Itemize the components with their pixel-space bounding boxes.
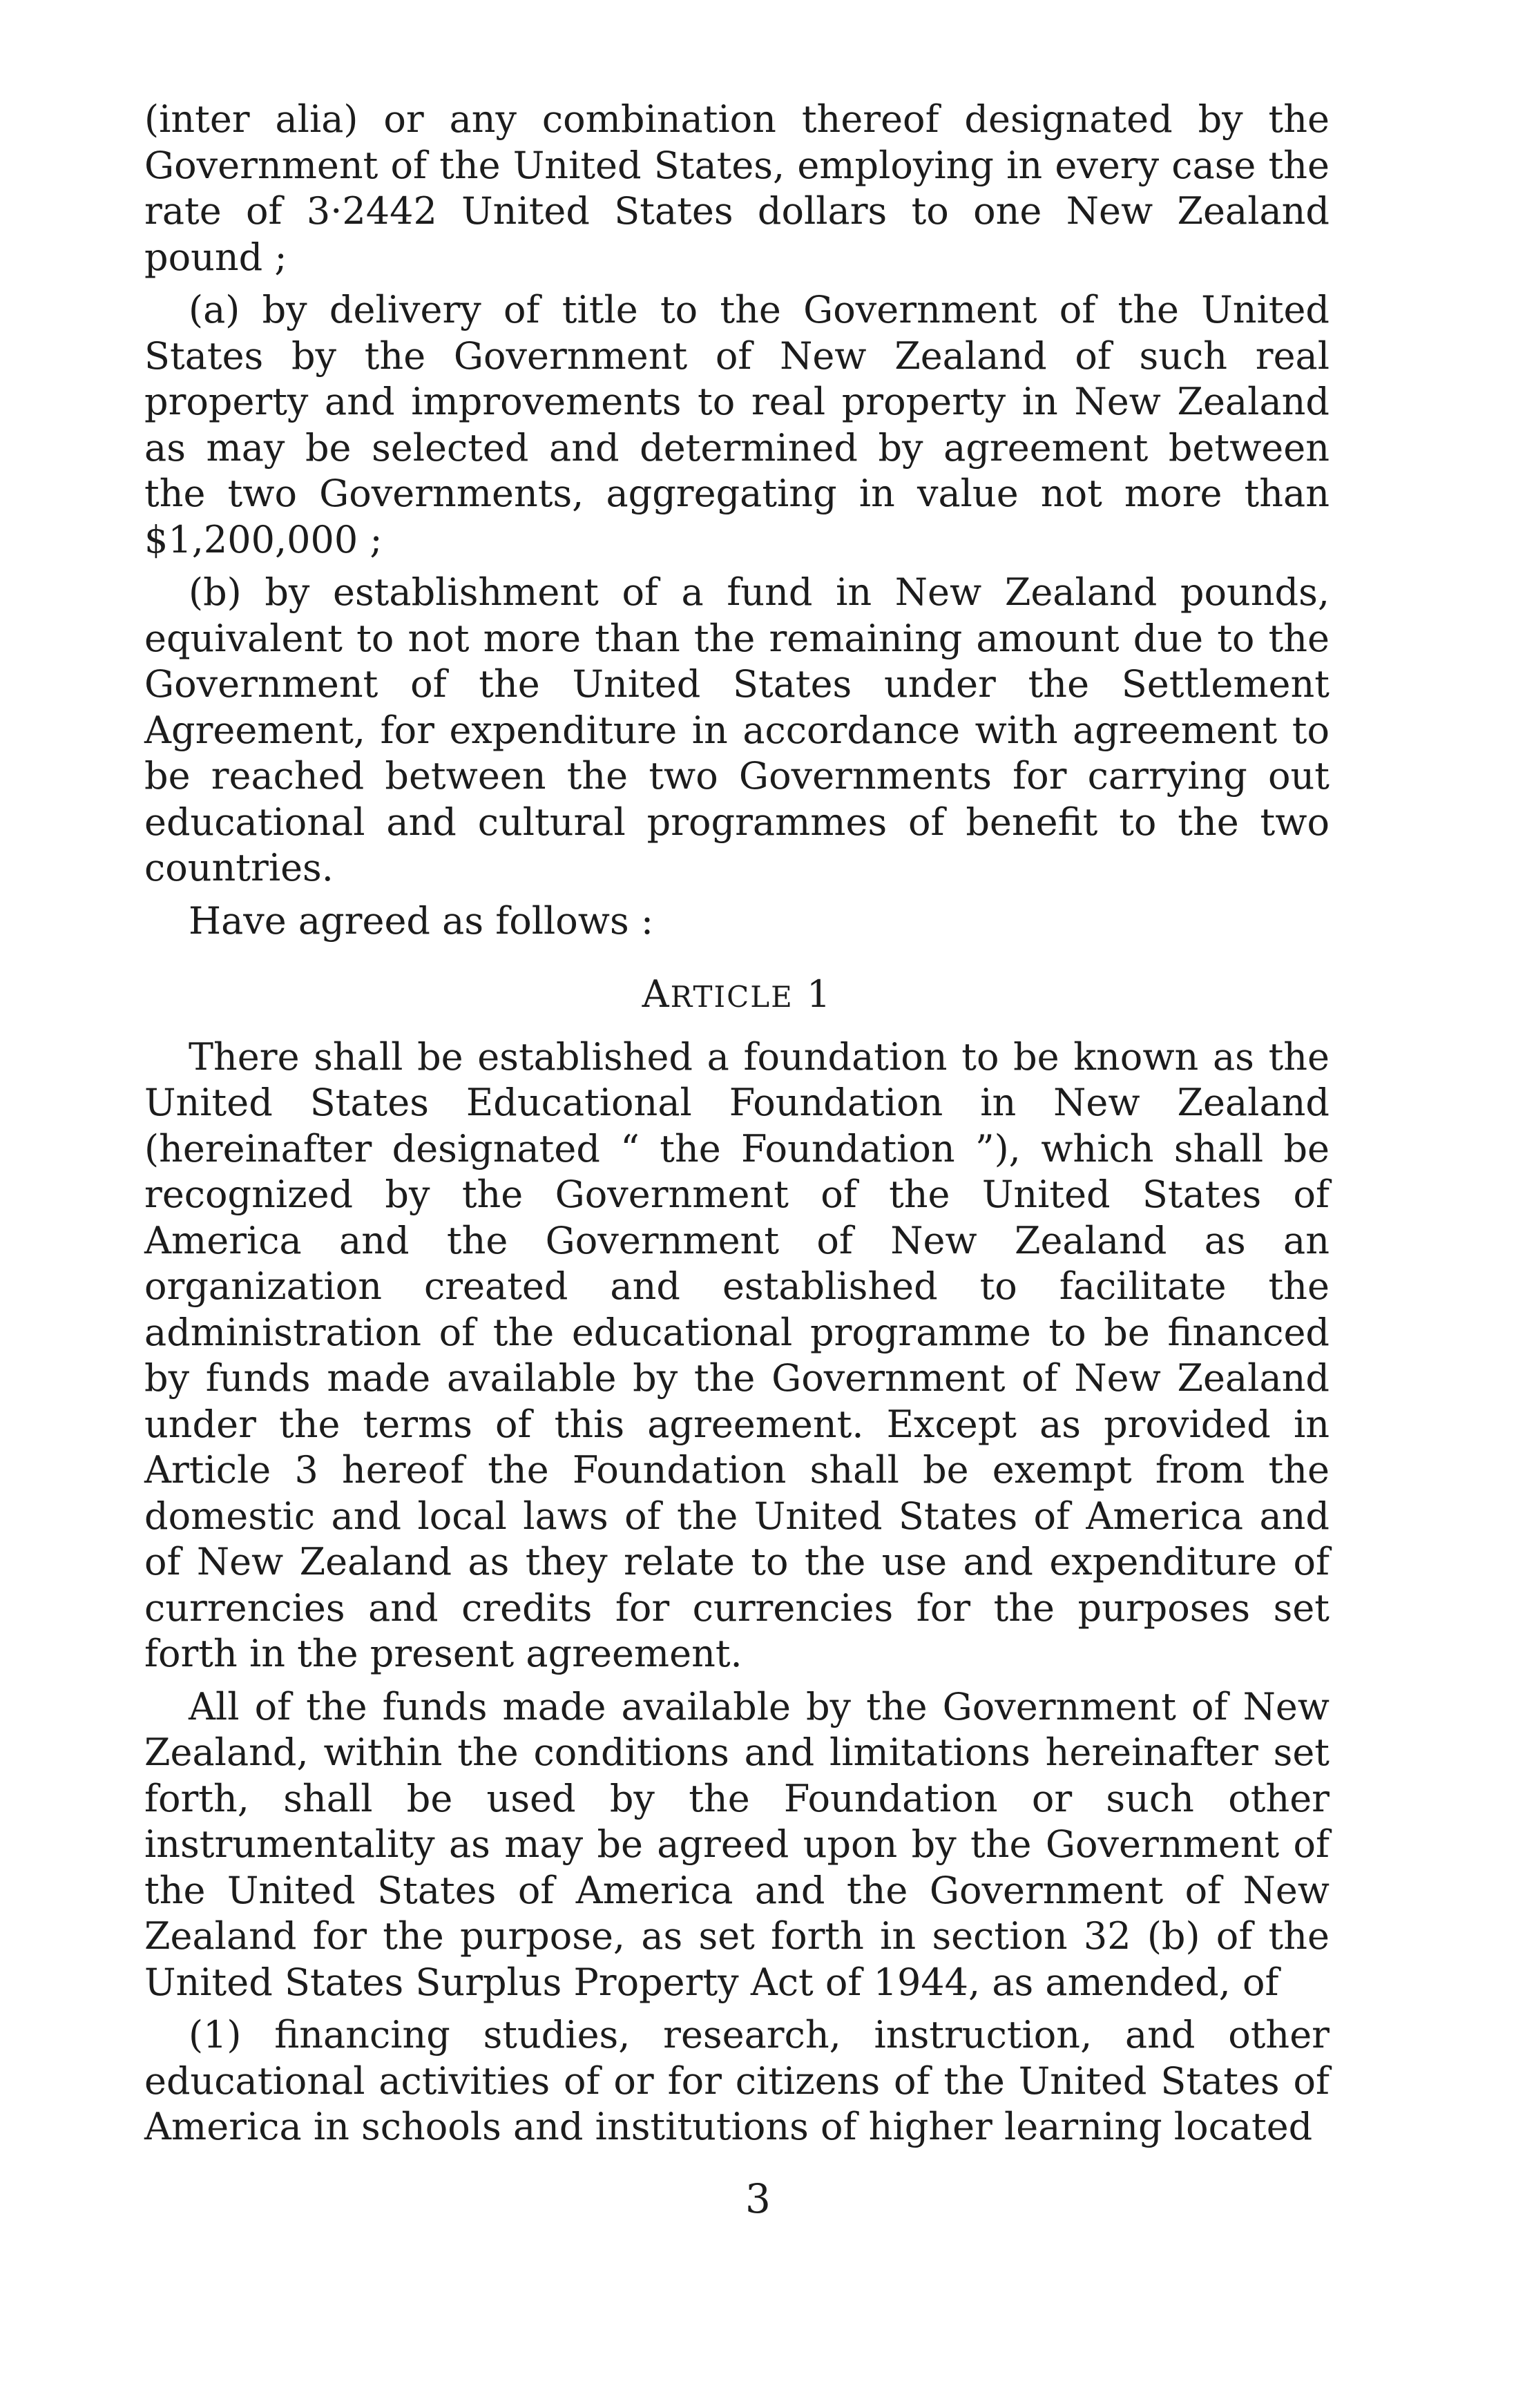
article-heading-word: RTICLE (670, 980, 794, 1014)
article-heading-initial: A (642, 972, 671, 1016)
paragraph-foundation: There shall be established a foundation to be known as the United States Educational Foundation in New Zealand (hereinafter designated “ the Foundation ”), which shall be recognized by the Government of the United States of America and the Government of New Zealand as an organization created and established to facilitate the administration of the educational programme to be financed by funds made available by the Government of New Zealand under the terms of this agreement. Except as provided in Article 3 hereof the Foundation shall be exempt from the domestic and local laws of the United States of America and of New Zealand as they relate to the use and expenditure of currencies and credits for currencies for the purposes set forth in the present agreement. (144, 1034, 1330, 1675)
paragraph-funds: All of the funds made available by the Government of New Zealand, within the conditions and limitations hereinafter set forth, shall be used by the Foundation or such other instrumentality as may be agreed upon by the Government of the United States of America and the Government of New Zealand for the purpose, as set forth in section 32 (b) of the United States Surplus Property Act of 1944, as amended, of (144, 1684, 1330, 2004)
body-text (144, 97, 1330, 2157)
paragraph-clause-a: (a) by delivery of title to the Government of the United States by the Government of New Zealand of such real property and improvements to real property in New Zealand as may be selected and determined by agreement between the two Governments, aggregating in value not more than $1,200,000 ; (144, 288, 1330, 561)
paragraph-agreed: Have agreed as follows : (189, 898, 654, 943)
article-heading-number: 1 (807, 972, 832, 1016)
paragraph-currency-rate: (inter alia) or any combination thereof designated by the Government of the United States, employing in every case the rate of 3·2442 United States dollars to one New Zealand pound ; (144, 97, 1330, 279)
paragraph-item-1: (1) financing studies, research, instruction, and other educational activities of or for citizens of the United States of America in schools and institutions of higher learning located (144, 2013, 1330, 2148)
page-number: 3 (745, 2175, 771, 2222)
paragraph-clause-b: (b) by establishment of a fund in New Zealand pounds, equivalent to not more than the remaining amount due to the Government of the United States under the Settlement Agreement, for expenditure in accordance with agreement to be reached between the two Governments for carrying out educational and cultural programmes of benefit to the two countries. (144, 570, 1330, 889)
article-heading (144, 972, 1330, 1021)
